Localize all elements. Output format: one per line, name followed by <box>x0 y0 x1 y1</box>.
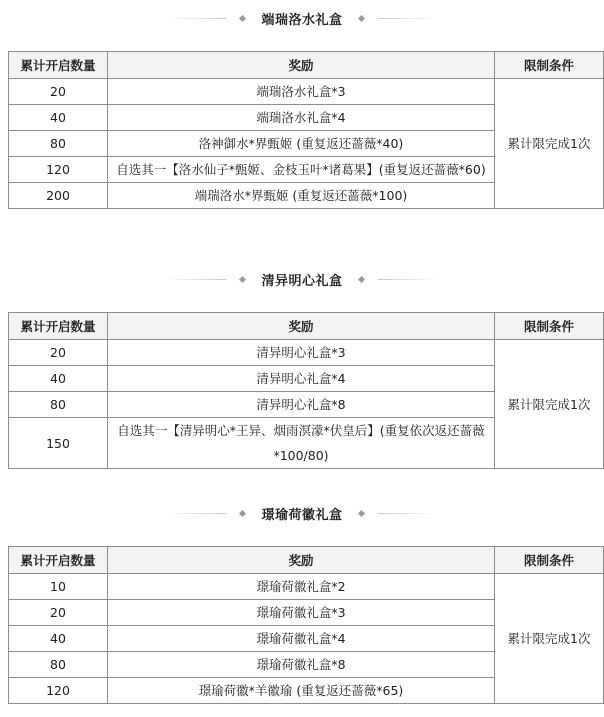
heading-divider <box>378 18 438 19</box>
heading-divider <box>166 513 226 514</box>
column-header-limit: 限制条件 <box>495 52 604 79</box>
heading-divider <box>378 513 438 514</box>
reward-cell: 璟瑜荷徽礼盒*3 <box>108 600 495 626</box>
reward-cell: 璟瑜荷徽礼盒*2 <box>108 574 495 600</box>
count-cell: 20 <box>9 340 108 366</box>
table-header-row <box>9 52 604 79</box>
column-header-reward: 奖励 <box>108 52 495 79</box>
reward-cell: 端瑞洛水*界甄姬 (重复返还蔷薇*100) <box>108 183 495 209</box>
count-cell: 40 <box>9 626 108 652</box>
count-cell: 80 <box>9 652 108 678</box>
reward-cell: 清异明心礼盒*8 <box>108 392 495 418</box>
reward-cell: 端瑞洛水礼盒*3 <box>108 79 495 105</box>
diamond-icon <box>357 275 364 282</box>
column-header-count: 累计开启数量 <box>9 52 108 79</box>
heading-divider <box>166 18 226 19</box>
limit-cell: 累计限完成1次 <box>495 574 604 704</box>
reward-table <box>8 546 604 704</box>
column-header-limit: 限制条件 <box>495 547 604 574</box>
count-cell: 20 <box>9 79 108 105</box>
reward-table <box>8 312 604 469</box>
limit-cell: 累计限完成1次 <box>495 340 604 469</box>
count-cell: 80 <box>9 392 108 418</box>
reward-cell: 清异明心礼盒*4 <box>108 366 495 392</box>
count-cell: 150 <box>9 418 108 469</box>
diamond-icon <box>357 509 364 516</box>
heading-divider <box>166 279 226 280</box>
count-cell: 40 <box>9 105 108 131</box>
section-title: 端瑞洛水礼盒 <box>261 12 343 28</box>
reward-cell: 璟瑜荷徽礼盒*8 <box>108 652 495 678</box>
heading-divider <box>378 279 438 280</box>
reward-cell: 洛神御水*界甄姬 (重复返还蔷薇*40) <box>108 131 495 157</box>
section-title: 清异明心礼盒 <box>261 273 343 289</box>
reward-cell: 自选其一【洛水仙子*甄姬、金枝玉叶*诸葛果】(重复返还蔷薇*60) <box>108 157 495 183</box>
diamond-icon <box>239 275 246 282</box>
section-heading <box>0 503 604 523</box>
section-heading <box>0 269 604 289</box>
count-cell: 10 <box>9 574 108 600</box>
count-cell: 80 <box>9 131 108 157</box>
column-header-reward: 奖励 <box>108 547 495 574</box>
reward-cell: 自选其一【清异明心*王异、烟雨溟濛*伏皇后】(重复依次返还蔷薇*100/80) <box>108 418 495 469</box>
section-heading <box>0 8 604 28</box>
column-header-count: 累计开启数量 <box>9 547 108 574</box>
column-header-count: 累计开启数量 <box>9 313 108 340</box>
count-cell: 20 <box>9 600 108 626</box>
count-cell: 200 <box>9 183 108 209</box>
reward-table <box>8 51 604 209</box>
count-cell: 120 <box>9 157 108 183</box>
limit-cell: 累计限完成1次 <box>495 79 604 209</box>
column-header-limit: 限制条件 <box>495 313 604 340</box>
column-header-reward: 奖励 <box>108 313 495 340</box>
table-header-row <box>9 313 604 340</box>
reward-cell: 端瑞洛水礼盒*4 <box>108 105 495 131</box>
reward-cell: 清异明心礼盒*3 <box>108 340 495 366</box>
diamond-icon <box>239 509 246 516</box>
section-title: 璟瑜荷徽礼盒 <box>261 507 343 523</box>
diamond-icon <box>239 14 246 21</box>
table-row <box>9 79 604 105</box>
count-cell: 40 <box>9 366 108 392</box>
table-header-row <box>9 547 604 574</box>
reward-cell: 璟瑜荷徽*羊徽瑜 (重复返还蔷薇*65) <box>108 678 495 704</box>
diamond-icon <box>357 14 364 21</box>
count-cell: 120 <box>9 678 108 704</box>
table-row <box>9 574 604 600</box>
table-row <box>9 340 604 366</box>
reward-cell: 璟瑜荷徽礼盒*4 <box>108 626 495 652</box>
